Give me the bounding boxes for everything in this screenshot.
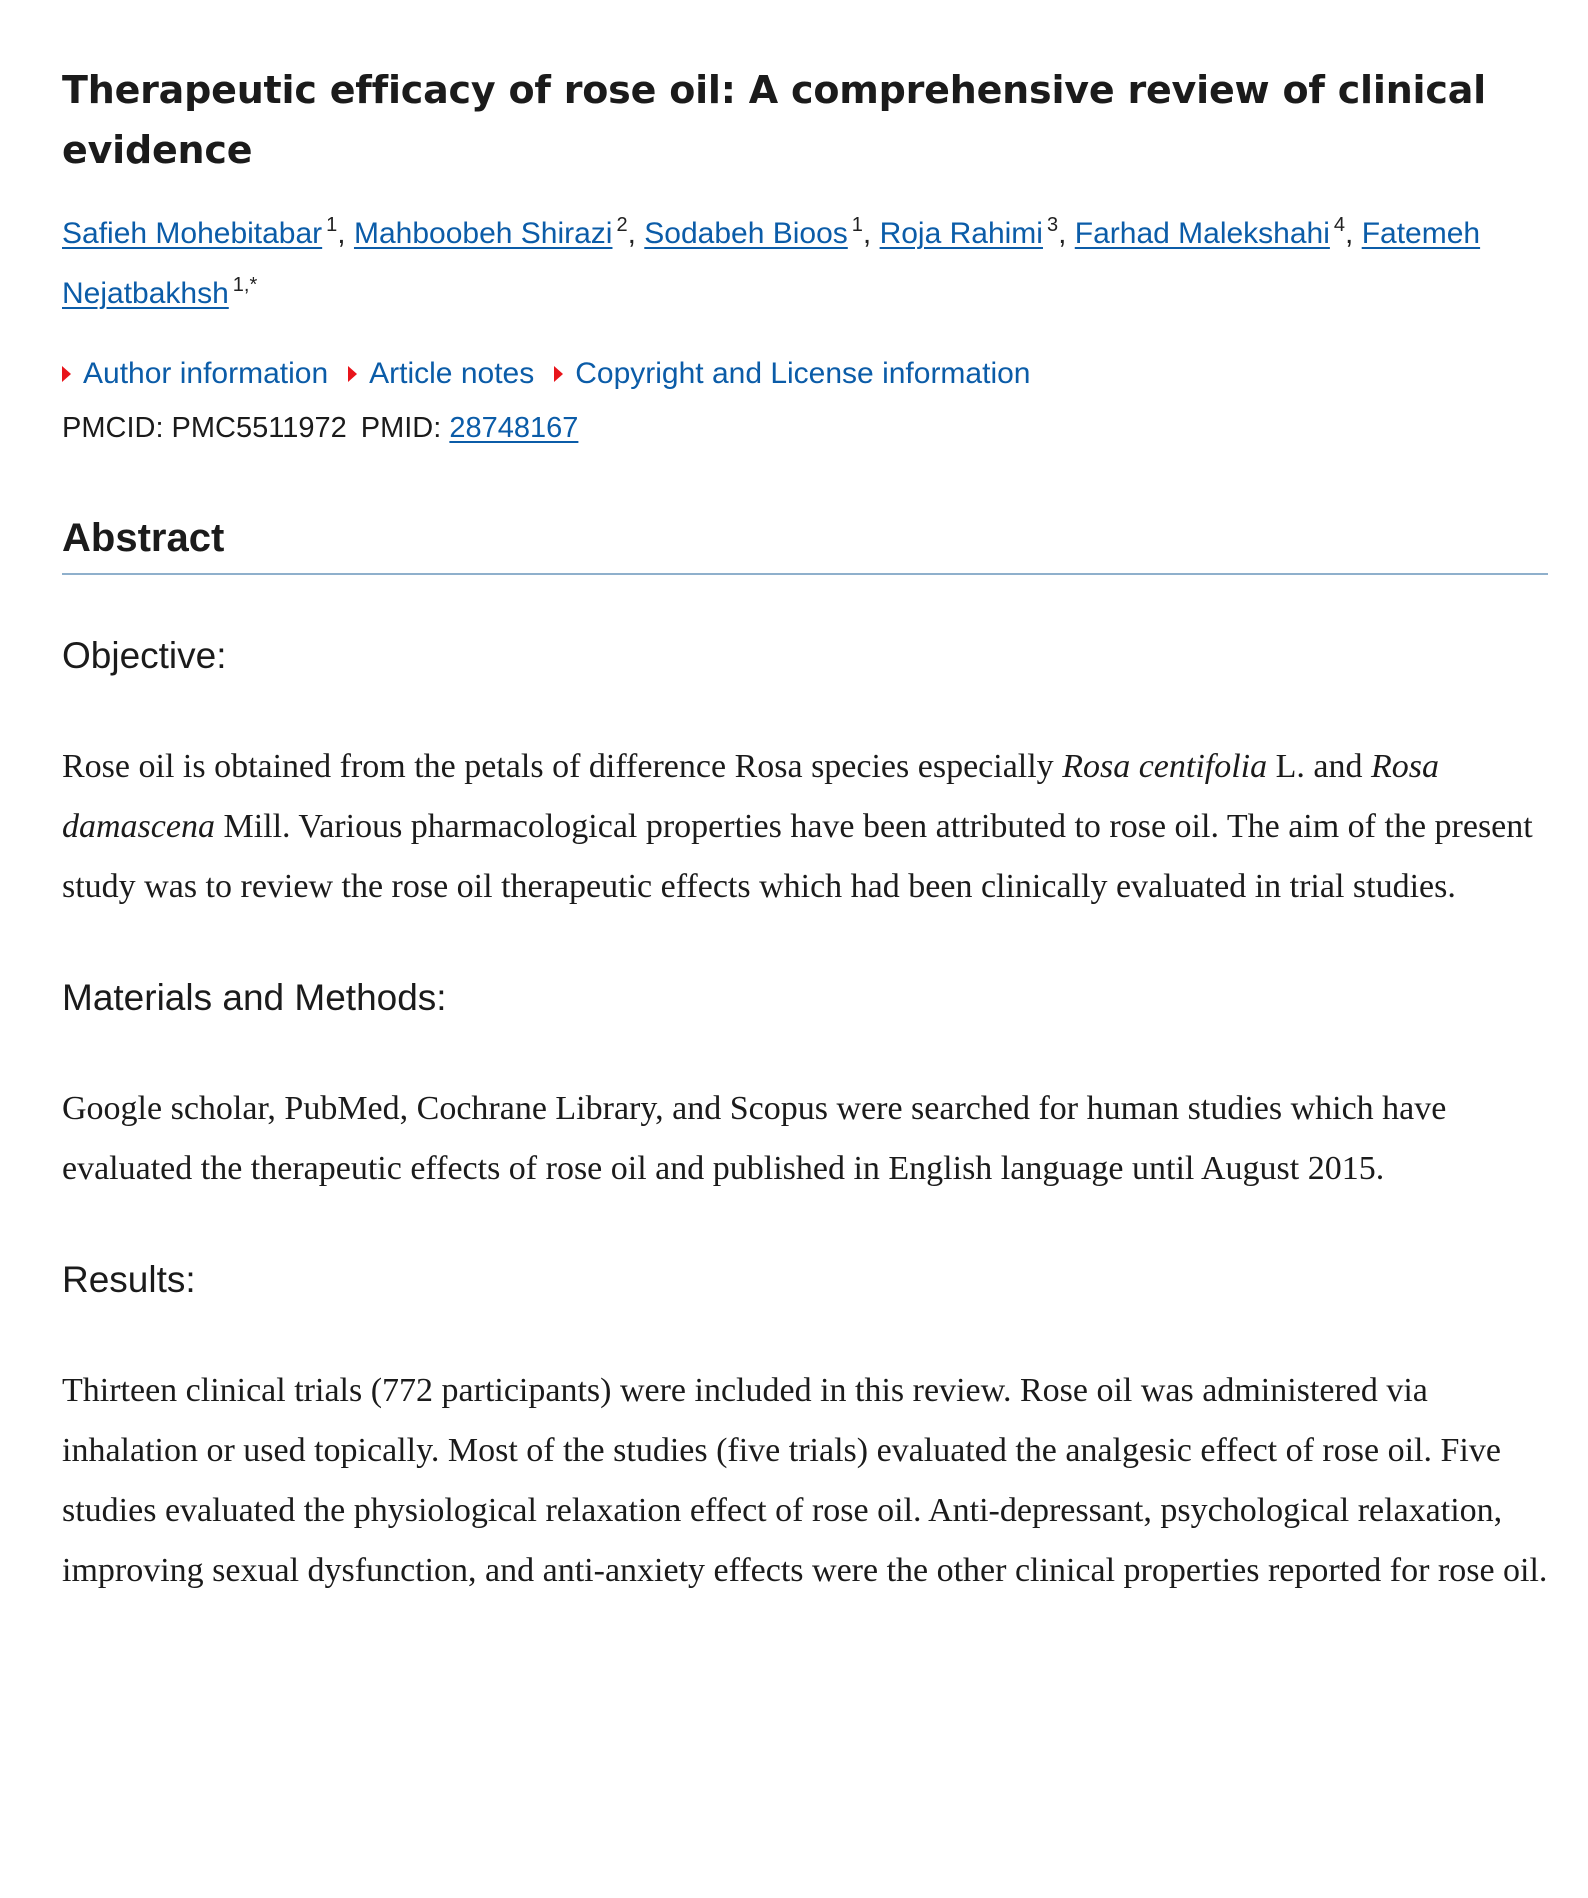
toggle-label: Article notes	[369, 357, 535, 390]
caret-right-icon	[62, 366, 71, 382]
author-link[interactable]: Farhad Malekshahi	[1074, 217, 1330, 250]
article-page	[62, 0, 1548, 1635]
caret-right-icon	[554, 366, 563, 382]
copyright-license-toggle[interactable]	[554, 357, 1030, 391]
pmid-link[interactable]: 28748167	[449, 412, 579, 444]
caret-right-icon	[348, 366, 357, 382]
author-link[interactable]: Mahboobeh Shirazi	[353, 217, 613, 250]
info-toggles	[62, 350, 1548, 398]
methods-heading: Materials and Methods:	[62, 977, 447, 1018]
pmcid: PMCID: PMC5511972	[62, 412, 347, 444]
author-affiliation: 2	[616, 214, 628, 236]
author-link[interactable]: Safieh Mohebitabar	[62, 217, 323, 250]
author-affiliation: 1,*	[232, 274, 258, 296]
author-information-toggle[interactable]	[62, 357, 328, 391]
author-link[interactable]: Sodabeh Bioos	[644, 217, 848, 250]
methods-text: Google scholar, PubMed, Cochrane Library, and Scopus were searched for human studies which have evaluated the therapeutic effects of rose oil and published in English language until August 2015.	[62, 1090, 1447, 1187]
results-text: Thirteen clinical trials (772 participants) were included in this review. Rose oil was administered via inhalation or used topically. Most of the studies (five trials) evaluated the analgesic effect of rose oil. Five studies evaluated the physiological relaxation effect of rose oil. Anti-depressant, psychological relaxation, improving sexual dysfunction, and anti-anxiety effects were the other clinical properties reported for rose oil.	[62, 1372, 1548, 1589]
author-list: Safieh Mohebitabar $^1$, Mahboobeh Shirazi $^2$, Sodabeh Bioos $^1$, Roja Rahimi $^3$, Farhad Malekshahi $^4$, Fatemeh Nejatbakhsh $^{1,*}$	[62, 214, 1481, 310]
species-name: Rosa centifolia	[1062, 748, 1268, 785]
author-affiliation: 3	[1046, 214, 1059, 236]
species-name: Rosa damascena	[62, 748, 1439, 845]
objective-heading: Objective:	[62, 635, 227, 676]
author-affiliation: 1	[851, 214, 863, 236]
abstract-heading: Abstract	[62, 516, 1548, 575]
author-link[interactable]: Roja Rahimi	[879, 217, 1043, 250]
article-identifiers	[62, 412, 1548, 456]
author-affiliation: 1	[326, 214, 338, 236]
pmid-label: PMID:	[360, 412, 442, 444]
toggle-label: Copyright and License information	[575, 357, 1031, 390]
toggle-label: Author information	[83, 357, 329, 390]
results-heading: Results:	[62, 1259, 196, 1300]
article-title: Therapeutic efficacy of rose oil: A comprehensive review of clinical evidence	[62, 68, 1486, 172]
article-notes-toggle[interactable]	[348, 357, 534, 391]
author-affiliation: 4	[1333, 214, 1346, 236]
author-link[interactable]: Fatemeh Nejatbakhsh	[62, 217, 1481, 310]
objective-text: Rose oil is obtained from the petals of difference Rosa species especially Rosa centifolia L. and Rosa damascena Mill. Various pharmacological properties have been attributed to rose oil. The aim of the present study was to review the rose oil therapeutic effects which had been clinically evaluated in trial studies.	[62, 748, 1533, 905]
